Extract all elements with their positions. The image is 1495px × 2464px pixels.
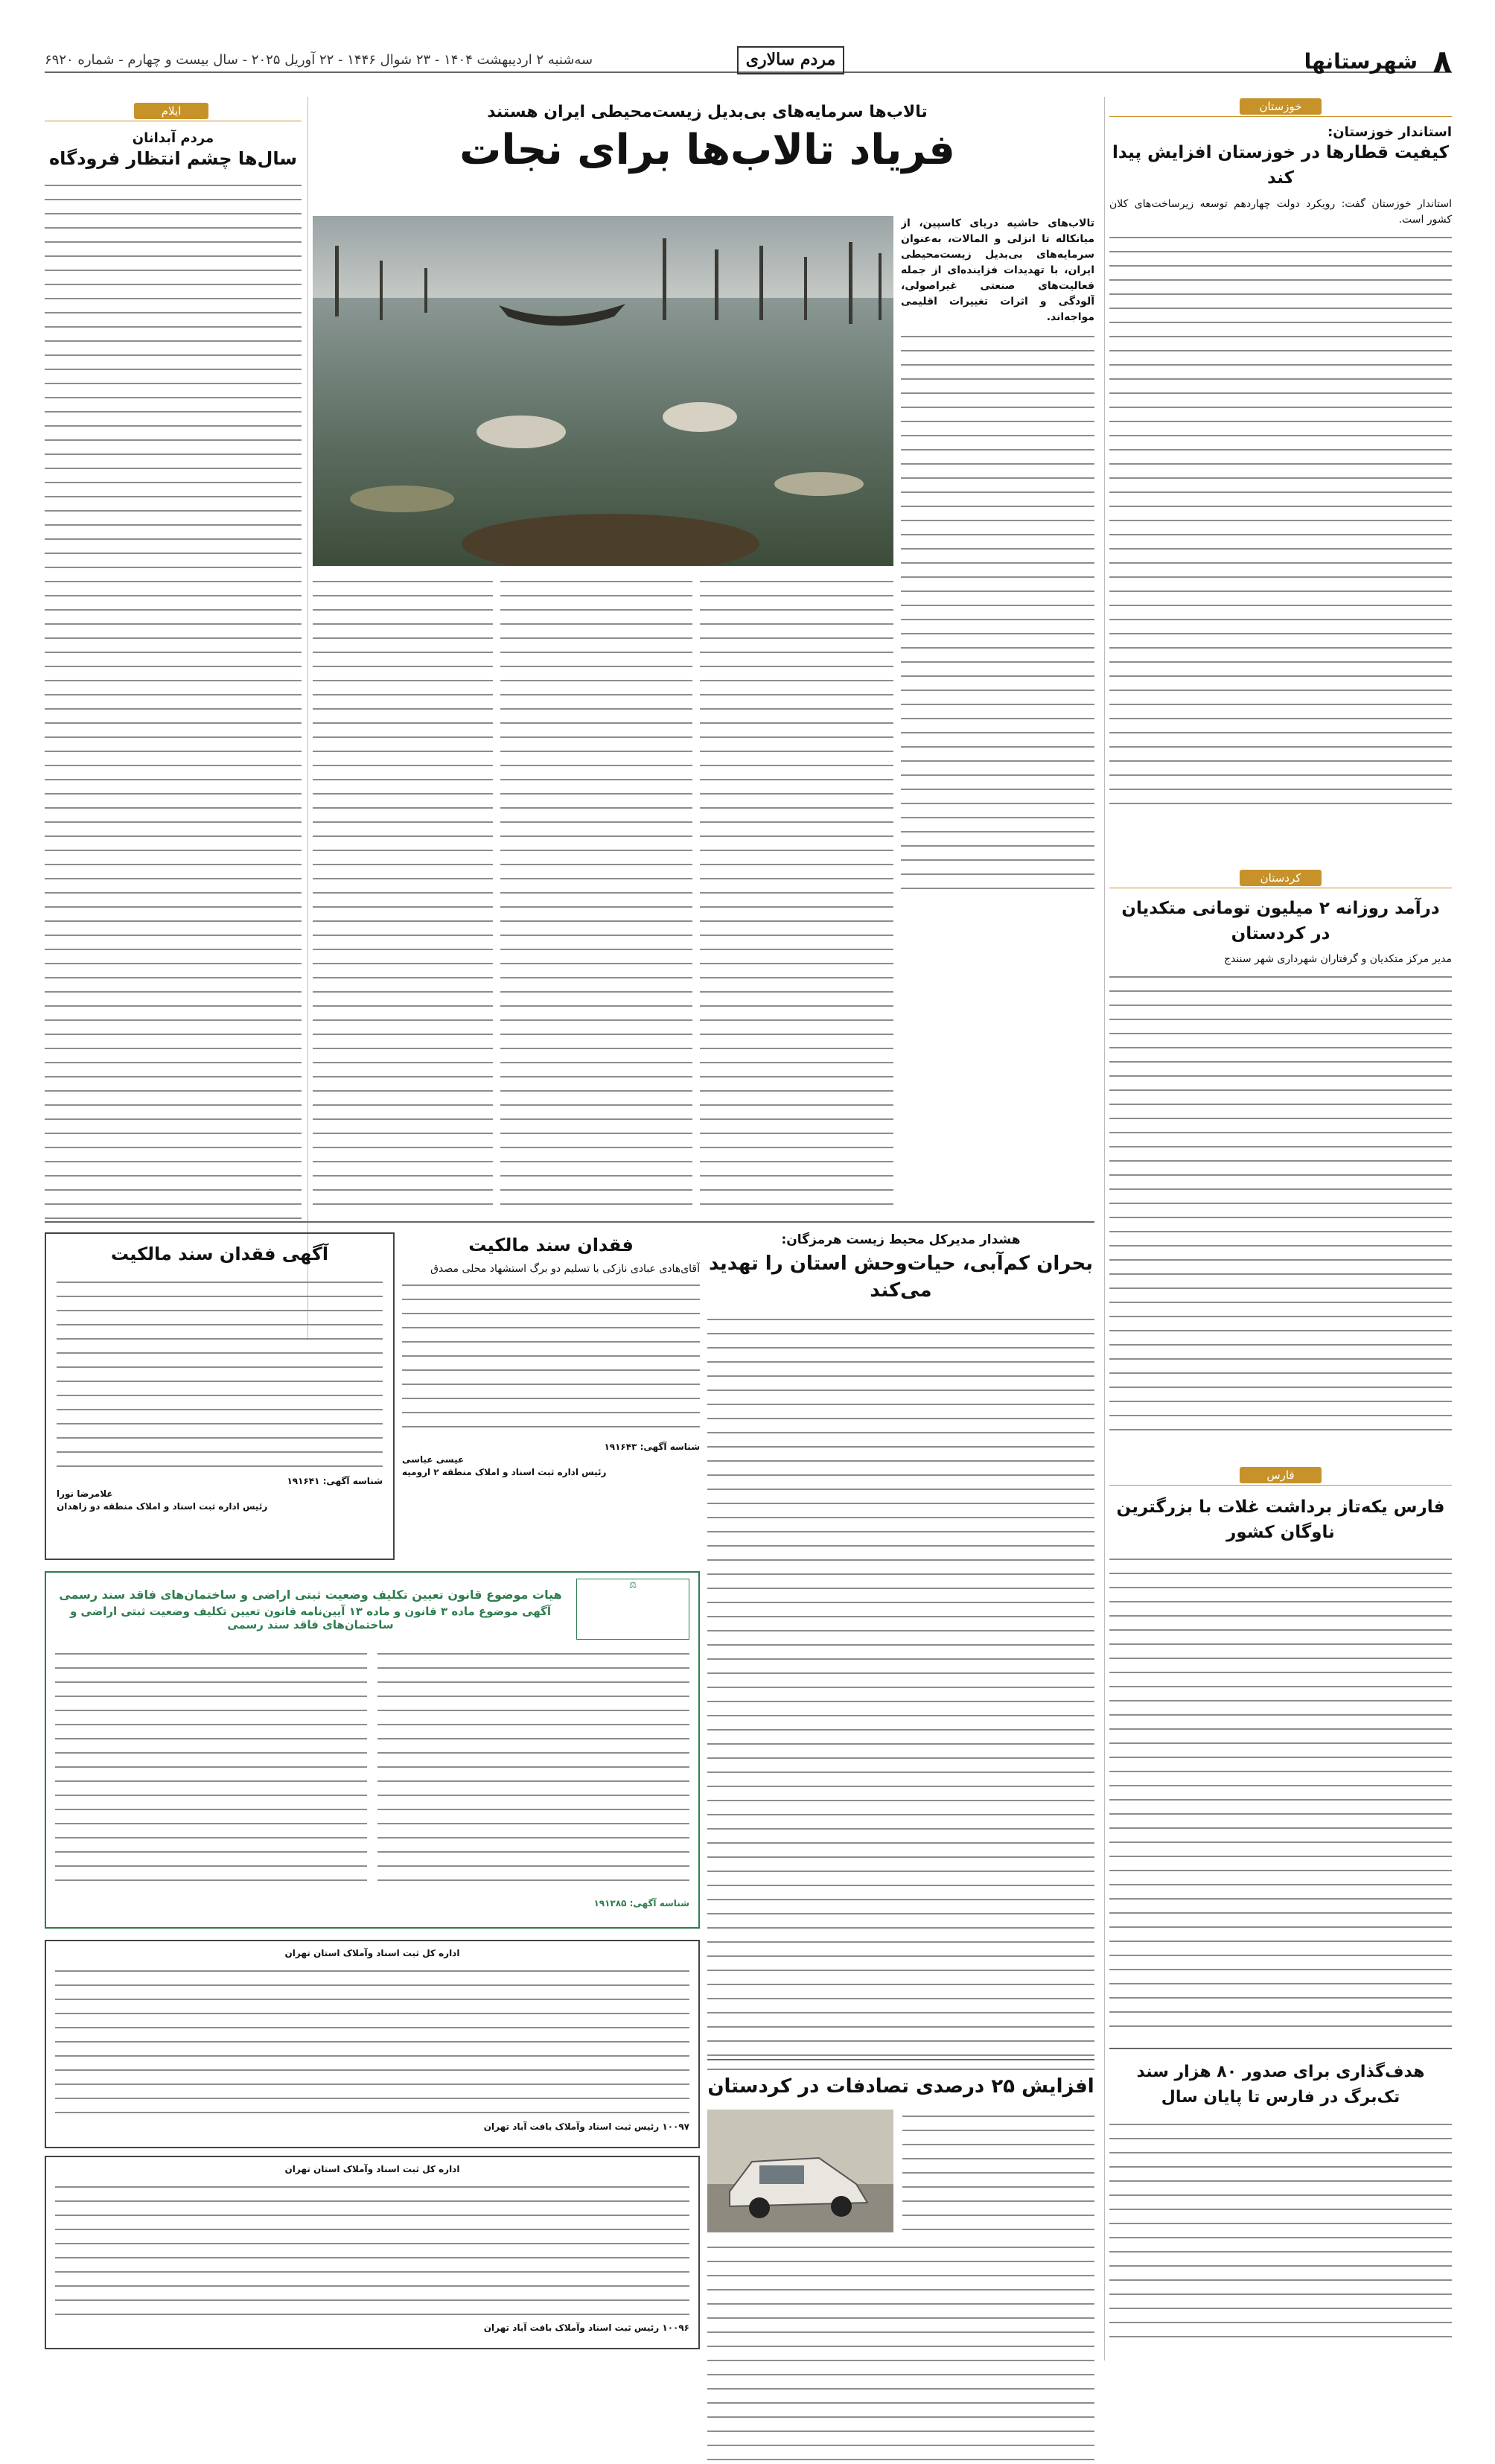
deed-loss-ad-1 bbox=[402, 1232, 700, 1479]
article-body bbox=[1109, 2118, 1452, 2341]
article-kicker: هشدار مدیرکل محیط زیست هرمزگان: bbox=[781, 1232, 1021, 1247]
fars-grain-article bbox=[1109, 1467, 1452, 2029]
lead-body bbox=[313, 575, 493, 1212]
kurdistan-article bbox=[1109, 870, 1452, 1439]
ad-header: اداره کل ثبت اسناد وآملاک استان تهران bbox=[284, 1948, 460, 1958]
ad-office: رئیس اداره ثبت اسناد و املاک منطقه ۲ ارومیه bbox=[402, 1466, 607, 1477]
ad-body bbox=[55, 1964, 689, 2121]
ad-title: هیات موضوع قانون تعیین تکلیف وضعیت ثبتی اراضی و ساختمان‌های فاقد سند رسمی bbox=[59, 1587, 562, 1602]
lead-supertitle: تالاب‌ها سرمایه‌های بی‌بدیل زیست‌محیطی ایران هستند bbox=[487, 103, 928, 121]
article-body bbox=[1109, 1553, 1452, 2029]
ad-header: اداره کل ثبت اسناد وآملاک استان تهران bbox=[284, 2164, 460, 2174]
region-tag: ایلام bbox=[134, 103, 208, 119]
article-lead: استاندار خوزستان گفت: رویکرد دولت چهاردهم توسعه زیرساخت‌های کلان کشور است. bbox=[1109, 198, 1452, 226]
ad-body bbox=[402, 1279, 700, 1435]
region-tag: خوزستان bbox=[1240, 98, 1322, 115]
article-title: بحران کم‌آبی، حیات‌وحش استان را تهدید می‌کند bbox=[709, 1252, 1093, 1302]
ad-signer: عیسی عباسی bbox=[402, 1454, 465, 1465]
ad-body bbox=[55, 1647, 367, 1893]
committee-ad bbox=[45, 1571, 700, 1929]
article-title: سال‌ها چشم انتظار فرودگاه bbox=[49, 148, 297, 169]
ad-signer: غلامرضا نورا bbox=[57, 1489, 113, 1499]
emblem-icon: ⚖ bbox=[576, 1579, 689, 1640]
section-title: شهرستانها bbox=[1304, 49, 1418, 74]
tehran-registry-ad-2 bbox=[45, 2156, 700, 2349]
section-divider bbox=[45, 1221, 1094, 1223]
lead-story-header bbox=[320, 103, 1094, 174]
column-divider bbox=[1104, 97, 1105, 2360]
article-body bbox=[45, 179, 302, 1229]
lead-paragraph: تالاب‌های حاشیه دریای کاسپین، از میانکاله تا انزلی و المالات، به‌عنوان سرمایه‌های بی‌بدیل زیست‌محیطی ایران، با تهدیدات فزاینده‌ای از جمله فعالیت‌های صنعتی غیراصولی، آلودگی و اثرات تغییرات اقلیمی مواجه‌اند. bbox=[901, 217, 1094, 323]
khuzestan-article bbox=[1109, 98, 1452, 812]
article-title: فارس یکه‌تاز برداشت غلات با بزرگترین ناوگان کشور bbox=[1116, 1497, 1445, 1542]
hormozgan-article bbox=[707, 1232, 1094, 2072]
ad-body bbox=[55, 2180, 689, 2322]
ad-id: شناسه آگهی: ۱۹۱۶۴۳ bbox=[604, 1441, 700, 1452]
ilam-article bbox=[45, 103, 302, 1229]
tehran-registry-ad-1 bbox=[45, 1940, 700, 2148]
deed-loss-ad-2 bbox=[45, 1232, 395, 1560]
article-lead: مدیر مرکز متکدیان و گرفتاران شهرداری شهر سنندج bbox=[1224, 953, 1452, 965]
lead-story-intro bbox=[901, 216, 1094, 896]
ad-title: فقدان سند مالکیت bbox=[468, 1235, 634, 1255]
accidents-article bbox=[707, 2059, 1094, 2464]
masthead-bar bbox=[45, 43, 1452, 80]
article-title: هدف‌گذاری برای صدور ۸۰ هزار سند تک‌برگ در فارس تا پایان سال bbox=[1136, 2063, 1425, 2107]
article-title: کیفیت قطارها در خوزستان افزایش پیدا کند bbox=[1112, 143, 1450, 188]
region-tag: کردستان bbox=[1240, 870, 1322, 886]
article-body bbox=[1109, 970, 1452, 1439]
article-body bbox=[707, 2241, 1094, 2464]
ad-body bbox=[377, 1647, 689, 1893]
article-body bbox=[1109, 231, 1452, 812]
article-title: افزایش ۲۵ درصدی تصادفات در کردستان bbox=[707, 2075, 1094, 2098]
ad-intro: آقای‌هادی عبادی نازکی با تسلیم دو برگ استشهاد محلی مصدق bbox=[430, 1263, 700, 1275]
dateline: سه‌شنبه ۲ اردیبهشت ۱۴۰۴ - ۲۳ شوال ۱۴۴۶ - ۲۲ آوریل ۲۰۲۵ - سال بیست و چهارم - شماره ۶۹۲۰ bbox=[45, 52, 593, 68]
article-title: درآمد روزانه ۲ میلیون تومانی متکدیان در کردستان bbox=[1121, 899, 1440, 943]
ad-footer: ۱۰۰۹۷ رئیس ثبت اسناد وآملاک بافت آباد تهران bbox=[483, 2121, 689, 2132]
ad-title: آگهی فقدان سند مالکیت bbox=[110, 1244, 329, 1264]
article-kicker: استاندار خوزستان: bbox=[1327, 124, 1452, 140]
ad-id: شناسه آگهی: ۱۹۱۶۴۱ bbox=[287, 1476, 383, 1486]
article-body bbox=[707, 1313, 1094, 2072]
lead-title: فریاد تالاب‌ها برای نجات bbox=[459, 126, 955, 174]
ad-subtitle: آگهی موضوع ماده ۳ قانون و ماده ۱۳ آیین‌نامه قانون تعیین تکلیف وضعیت ثبتی اراضی و ساختمان‌های فاقد سند رسمی bbox=[69, 1604, 552, 1631]
lead-body bbox=[700, 575, 893, 1212]
page-number: ۸ bbox=[1432, 43, 1452, 80]
fars-deeds-article bbox=[1109, 2048, 1452, 2341]
newspaper-logo: مردم سالاری bbox=[737, 46, 844, 74]
column-divider bbox=[307, 97, 308, 1340]
article-kicker: مردم آبدانان bbox=[132, 130, 214, 146]
lead-body bbox=[901, 330, 1094, 896]
ad-body bbox=[57, 1276, 383, 1469]
accident-photo bbox=[707, 2110, 893, 2232]
ad-office: رئیس اداره ثبت اسناد و املاک منطقه دو زاهدان bbox=[57, 1501, 268, 1512]
region-tag: فارس bbox=[1240, 1467, 1322, 1483]
lead-body bbox=[500, 575, 692, 1212]
wetland-photo bbox=[313, 216, 893, 566]
ad-footer: ۱۰۰۹۶ رئیس ثبت اسناد وآملاک بافت آباد تهران bbox=[483, 2323, 689, 2333]
ad-id: شناسه آگهی: ۱۹۱۳۸۵ bbox=[593, 1898, 689, 1909]
article-body bbox=[902, 2110, 1094, 2232]
